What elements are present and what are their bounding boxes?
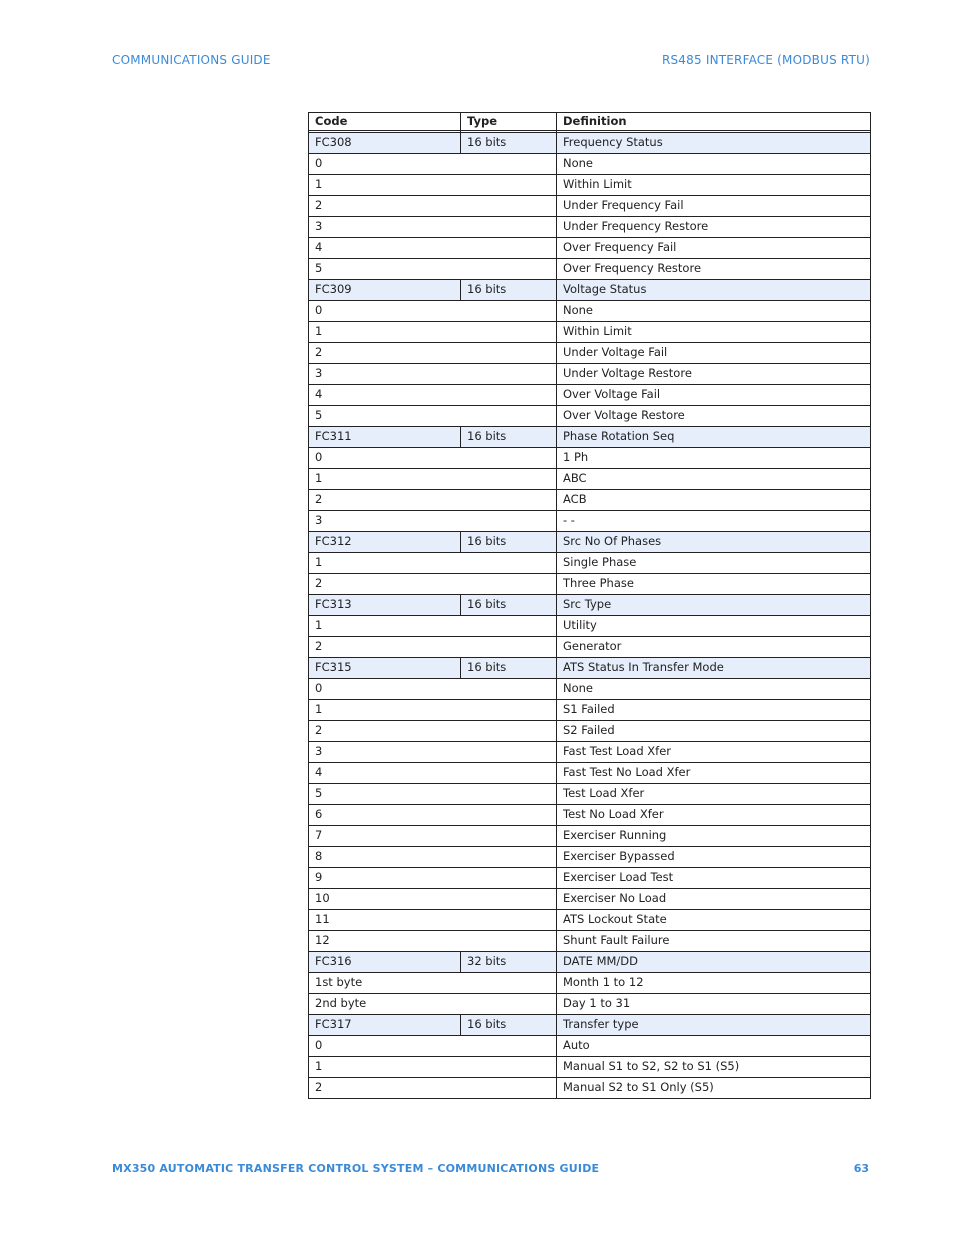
definition-cell: ACB: [557, 490, 871, 511]
enum-value-row: [309, 1078, 871, 1099]
definition-cell: Three Phase: [557, 574, 871, 595]
format-code-row: [309, 658, 871, 679]
code-cell: FC311: [309, 427, 461, 448]
definition-cell: Day 1 to 31: [557, 994, 871, 1015]
table-body: [309, 133, 871, 1099]
value-cell: 0: [309, 679, 557, 700]
enum-value-row: [309, 742, 871, 763]
running-header-left: COMMUNICATIONS GUIDE: [112, 53, 271, 67]
enum-value-row: [309, 805, 871, 826]
type-cell: 16 bits: [461, 595, 557, 616]
value-cell: 2nd byte: [309, 994, 557, 1015]
type-cell: 16 bits: [461, 658, 557, 679]
value-cell: 0: [309, 1036, 557, 1057]
definition-cell: Exerciser Load Test: [557, 868, 871, 889]
code-cell: FC309: [309, 280, 461, 301]
enum-value-row: [309, 784, 871, 805]
code-cell: FC312: [309, 532, 461, 553]
value-cell: 2: [309, 490, 557, 511]
value-cell: 1: [309, 175, 557, 196]
value-cell: 1: [309, 553, 557, 574]
value-cell: 4: [309, 385, 557, 406]
definition-cell: Over Voltage Fail: [557, 385, 871, 406]
definition-cell: ATS Lockout State: [557, 910, 871, 931]
value-cell: 12: [309, 931, 557, 952]
definition-cell: ABC: [557, 469, 871, 490]
enum-value-row: [309, 1036, 871, 1057]
value-cell: 5: [309, 259, 557, 280]
value-cell: 1: [309, 469, 557, 490]
definition-cell: - -: [557, 511, 871, 532]
value-cell: 0: [309, 301, 557, 322]
definition-cell: None: [557, 679, 871, 700]
value-cell: 6: [309, 805, 557, 826]
enum-value-row: [309, 364, 871, 385]
enum-value-row: [309, 448, 871, 469]
enum-value-row: [309, 217, 871, 238]
format-code-row: [309, 1015, 871, 1036]
definition-cell: Over Frequency Fail: [557, 238, 871, 259]
value-cell: 1: [309, 616, 557, 637]
type-cell: 16 bits: [461, 427, 557, 448]
enum-value-row: [309, 763, 871, 784]
enum-value-row: [309, 553, 871, 574]
enum-value-row: [309, 973, 871, 994]
format-code-row: [309, 532, 871, 553]
definition-cell: Under Frequency Fail: [557, 196, 871, 217]
definition-cell: Manual S2 to S1 Only (S5): [557, 1078, 871, 1099]
definition-cell: Over Frequency Restore: [557, 259, 871, 280]
enum-value-row: [309, 469, 871, 490]
value-cell: 0: [309, 448, 557, 469]
enum-value-row: [309, 637, 871, 658]
enum-value-row: [309, 889, 871, 910]
definition-cell: Exerciser Bypassed: [557, 847, 871, 868]
value-cell: 1: [309, 322, 557, 343]
enum-value-row: [309, 343, 871, 364]
value-cell: 11: [309, 910, 557, 931]
enum-value-row: [309, 301, 871, 322]
format-code-row: [309, 952, 871, 973]
enum-value-row: [309, 994, 871, 1015]
enum-value-row: [309, 406, 871, 427]
value-cell: 4: [309, 238, 557, 259]
format-code-table: [308, 112, 871, 1099]
definition-cell: S1 Failed: [557, 700, 871, 721]
enum-value-row: [309, 322, 871, 343]
definition-cell: Auto: [557, 1036, 871, 1057]
definition-cell: Phase Rotation Seq: [557, 427, 871, 448]
column-header-code: Code: [309, 113, 461, 131]
enum-value-row: [309, 574, 871, 595]
definition-cell: Utility: [557, 616, 871, 637]
page-number: 63: [853, 1162, 869, 1175]
value-cell: 5: [309, 406, 557, 427]
enum-value-row: [309, 910, 871, 931]
enum-value-row: [309, 679, 871, 700]
definition-cell: Shunt Fault Failure: [557, 931, 871, 952]
value-cell: 2: [309, 574, 557, 595]
value-cell: 1: [309, 700, 557, 721]
running-header-right: RS485 INTERFACE (MODBUS RTU): [661, 53, 870, 67]
value-cell: 2: [309, 721, 557, 742]
definition-cell: None: [557, 301, 871, 322]
code-cell: FC315: [309, 658, 461, 679]
definition-cell: Manual S1 to S2, S2 to S1 (S5): [557, 1057, 871, 1078]
enum-value-row: [309, 616, 871, 637]
enum-value-row: [309, 175, 871, 196]
running-footer-title: MX350 AUTOMATIC TRANSFER CONTROL SYSTEM – COMMUNICATIONS GUIDE: [112, 1162, 600, 1175]
enum-value-row: [309, 931, 871, 952]
definition-cell: Within Limit: [557, 175, 871, 196]
format-code-row: [309, 280, 871, 301]
value-cell: 1: [309, 1057, 557, 1078]
definition-cell: ATS Status In Transfer Mode: [557, 658, 871, 679]
value-cell: 9: [309, 868, 557, 889]
definition-cell: Fast Test No Load Xfer: [557, 763, 871, 784]
format-code-row: [309, 427, 871, 448]
value-cell: 3: [309, 742, 557, 763]
code-cell: FC317: [309, 1015, 461, 1036]
value-cell: 3: [309, 217, 557, 238]
definition-cell: Single Phase: [557, 553, 871, 574]
definition-cell: Src Type: [557, 595, 871, 616]
enum-value-row: [309, 868, 871, 889]
enum-value-row: [309, 490, 871, 511]
column-header-definition: Definition: [557, 113, 871, 131]
format-code-row: [309, 133, 871, 154]
definition-cell: Generator: [557, 637, 871, 658]
table-header-row: [309, 113, 871, 131]
code-cell: FC316: [309, 952, 461, 973]
definition-cell: DATE MM/DD: [557, 952, 871, 973]
enum-value-row: [309, 1057, 871, 1078]
definition-cell: Voltage Status: [557, 280, 871, 301]
column-header-type: Type: [461, 113, 557, 131]
definition-cell: Exerciser Running: [557, 826, 871, 847]
definition-cell: Month 1 to 12: [557, 973, 871, 994]
enum-value-row: [309, 385, 871, 406]
definition-cell: Src No Of Phases: [557, 532, 871, 553]
definition-cell: Fast Test Load Xfer: [557, 742, 871, 763]
definition-cell: Under Voltage Restore: [557, 364, 871, 385]
value-cell: 3: [309, 511, 557, 532]
value-cell: 2: [309, 1078, 557, 1099]
definition-cell: 1 Ph: [557, 448, 871, 469]
definition-cell: Over Voltage Restore: [557, 406, 871, 427]
enum-value-row: [309, 196, 871, 217]
definition-cell: S2 Failed: [557, 721, 871, 742]
enum-value-row: [309, 721, 871, 742]
code-cell: FC313: [309, 595, 461, 616]
value-cell: 2: [309, 196, 557, 217]
value-cell: 1st byte: [309, 973, 557, 994]
enum-value-row: [309, 259, 871, 280]
definition-cell: Frequency Status: [557, 133, 871, 154]
type-cell: 32 bits: [461, 952, 557, 973]
value-cell: 0: [309, 154, 557, 175]
definition-cell: Transfer type: [557, 1015, 871, 1036]
value-cell: 7: [309, 826, 557, 847]
definition-cell: Exerciser No Load: [557, 889, 871, 910]
value-cell: 8: [309, 847, 557, 868]
type-cell: 16 bits: [461, 532, 557, 553]
value-cell: 5: [309, 784, 557, 805]
definition-cell: Within Limit: [557, 322, 871, 343]
type-cell: 16 bits: [461, 133, 557, 154]
definition-cell: None: [557, 154, 871, 175]
enum-value-row: [309, 826, 871, 847]
value-cell: 2: [309, 637, 557, 658]
format-code-row: [309, 595, 871, 616]
enum-value-row: [309, 700, 871, 721]
value-cell: 3: [309, 364, 557, 385]
enum-value-row: [309, 511, 871, 532]
enum-value-row: [309, 154, 871, 175]
code-cell: FC308: [309, 133, 461, 154]
definition-cell: Under Frequency Restore: [557, 217, 871, 238]
value-cell: 2: [309, 343, 557, 364]
value-cell: 4: [309, 763, 557, 784]
value-cell: 10: [309, 889, 557, 910]
definition-cell: Under Voltage Fail: [557, 343, 871, 364]
enum-value-row: [309, 238, 871, 259]
enum-value-row: [309, 847, 871, 868]
type-cell: 16 bits: [461, 280, 557, 301]
type-cell: 16 bits: [461, 1015, 557, 1036]
definition-cell: Test No Load Xfer: [557, 805, 871, 826]
definition-cell: Test Load Xfer: [557, 784, 871, 805]
